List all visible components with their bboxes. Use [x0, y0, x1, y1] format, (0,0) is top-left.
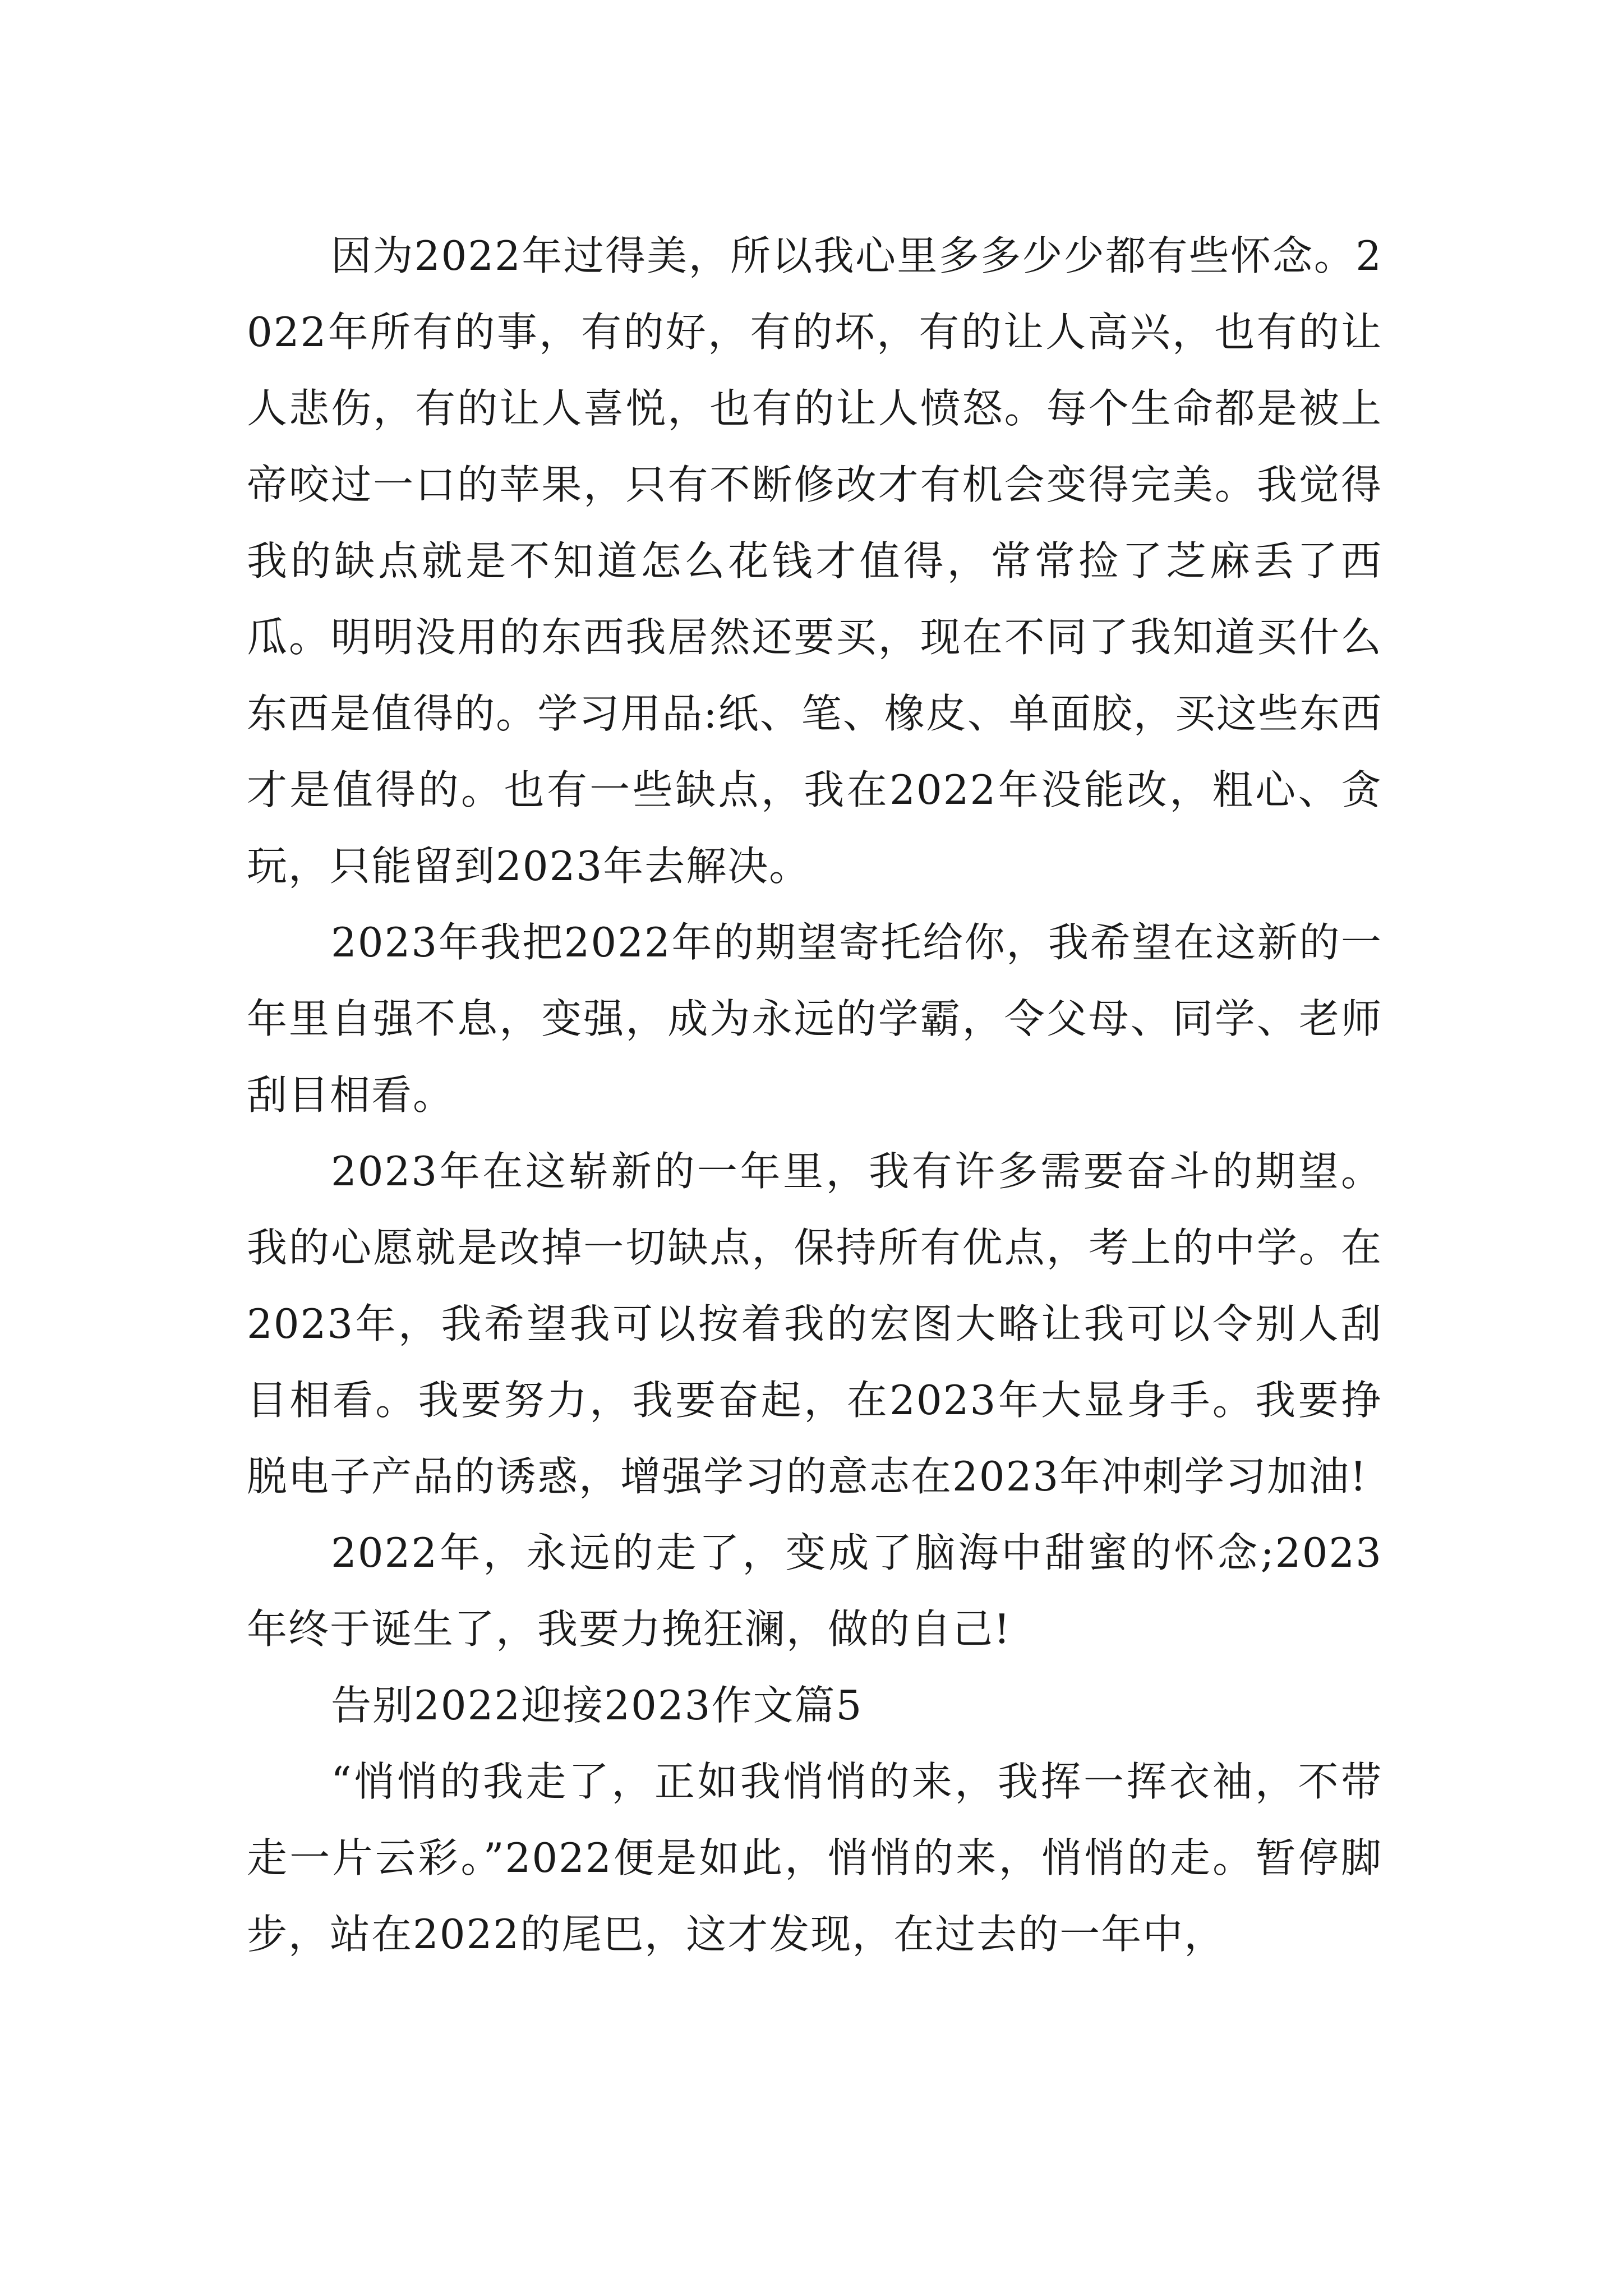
paragraph-2: 2023年我把2022年的期望寄托给你，我希望在这新的一年里自强不息，变强，成为永远的学霸，令父母、同学、老师刮目相看。: [247, 919, 1382, 1119]
section-heading: 告别2022迎接2023作文篇5: [331, 1682, 863, 1729]
paragraph-4: 2022年，永远的走了，变成了脑海中甜蜜的怀念;2023年终于诞生了，我要力挽狂澜，做的自己!: [247, 1529, 1382, 1653]
paragraph-5: “悄悄的我走了，正如我悄悄的来，我挥一挥衣袖，不带走一片云彩。”2022便是如此，悄悄的来，悄悄的走。暂停脚步，站在2022的尾巴，这才发现，在过去的一年中，: [247, 1758, 1382, 1958]
paragraph-1: 因为2022年过得美，所以我心里多多少少都有些怀念。2022年所有的事，有的好，有的坏，有的让人高兴，也有的让人悲伤，有的让人喜悦，也有的让人愤怒。每个生命都是被上帝咬过一口的苹果，只有不断修改才有机会变得完美。我觉得我的缺点就是不知道怎么花钱才值得，常常捡了芝麻丢了西瓜。明明没用的东西我居然还要买，现在不同了我知道买什么东西是值得的。学习用品:纸、笔、橡皮、单面胶，买这些东西才是值得的。也有一些缺点，我在2022年没能改，粗心、贪玩，只能留到2023年去解决。: [247, 232, 1382, 890]
document-body: [247, 218, 1382, 1972]
paragraph-3: 2023年在这崭新的一年里，我有许多需要奋斗的期望。我的心愿就是改掉一切缺点，保持所有优点，考上的中学。在2023年，我希望我可以按着我的宏图大略让我可以令别人刮目相看。我要努力，我要奋起，在2023年大显身手。我要挣脱电子产品的诱惑，增强学习的意志在2023年冲刺学习加油!: [247, 1148, 1382, 1500]
